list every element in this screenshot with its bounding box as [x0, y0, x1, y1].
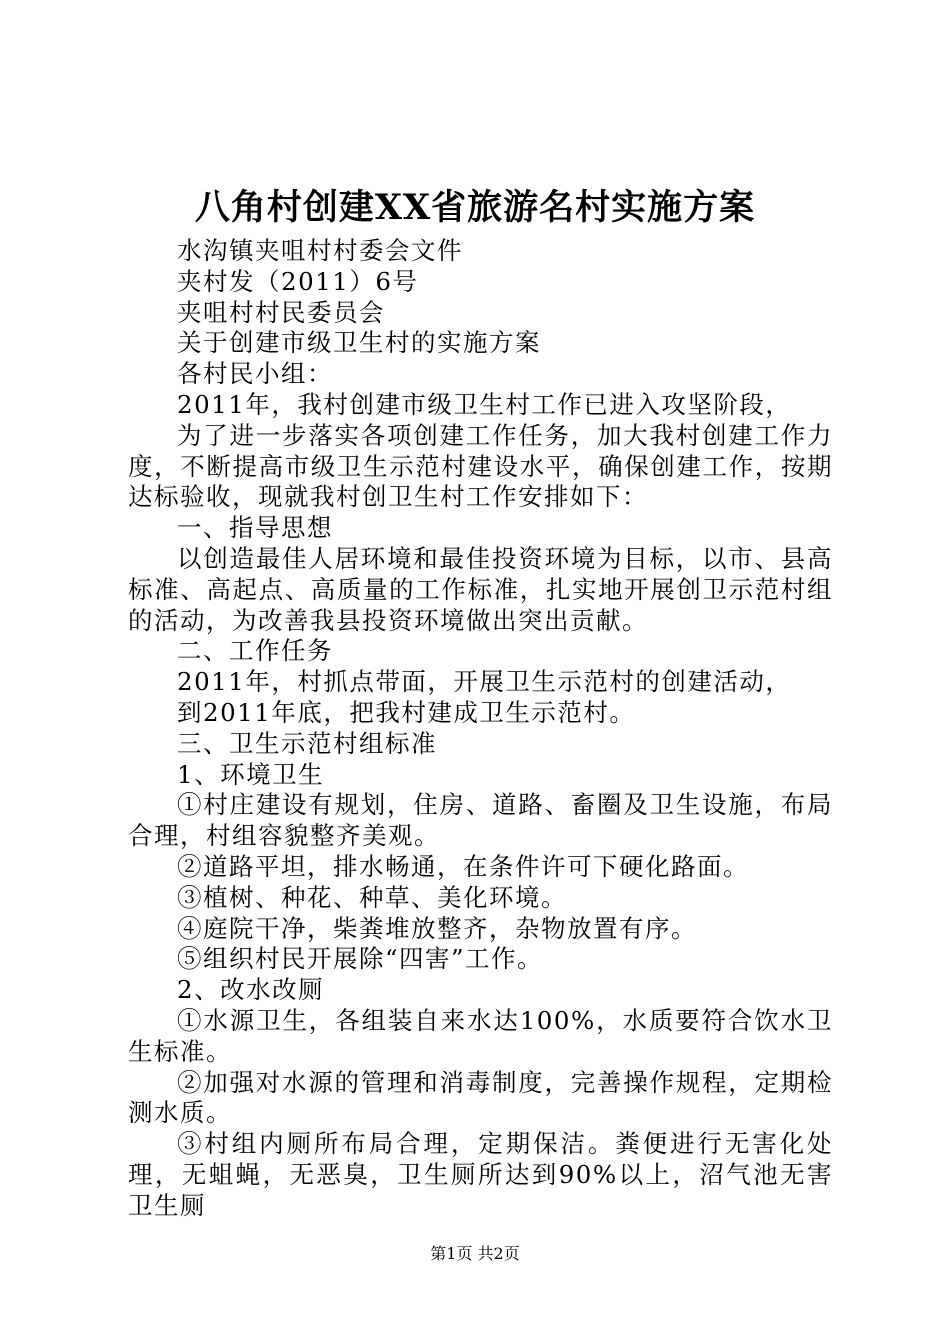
paragraph-7: 为了进一步落实各项创建工作任务，加大我村创建工作力度，不断提高市级卫生示范村建设水平，确保创建工作，按期达标验收，现就我村创卫生村工作安排如下：: [128, 420, 833, 512]
section-heading-1: 一、指导思想: [177, 513, 333, 543]
list-item: ②加强对水源的管理和消毒制度，完善操作规程，定期检测水质。: [128, 1067, 833, 1128]
list-item: ①村庄建设有规划，住房、道路、畜圈及卫生设施，布局合理，村组容貌整齐美观。: [128, 790, 833, 851]
paragraph-9: 以创造最佳人居环境和最佳投资环境为目标，以市、县高标准、高起点、高质量的工作标准，扎实地开展创卫示范村组的活动，为改善我县投资环境做出突出贡献。: [128, 543, 833, 635]
subsection-heading-2: 2、改水改厕: [177, 975, 325, 1005]
paragraph-11: 2011年，村抓点带面，开展卫生示范村的创建活动，: [177, 667, 792, 697]
paragraph-12: 到2011年底，把我村建成卫生示范村。: [177, 697, 636, 727]
document-body: [128, 236, 833, 1222]
list-item: ③村组内厕所布局合理，定期保洁。粪便进行无害化处理，无蛆蝇，无恶臭，卫生厕所达到90%以上，沼气池无害卫生厕: [128, 1129, 833, 1220]
paragraph-1: 水沟镇夹咀村村委会文件: [177, 236, 463, 265]
list-item: ②道路平坦，排水畅通，在条件许可下硬化路面。: [177, 851, 749, 881]
paragraph-6: 2011年，我村创建市级卫生村工作已进入攻坚阶段，: [177, 389, 792, 419]
list-item: ⑤组织村民开展除“四害”工作。: [177, 944, 544, 974]
section-heading-2: 二、工作任务: [177, 636, 333, 666]
list-item: ①水源卫生，各组装自来水达100%，水质要符合饮水卫生标准。: [128, 1005, 833, 1066]
paragraph-4: 关于创建市级卫生村的实施方案: [177, 328, 541, 358]
paragraph-5: 各村民小组：: [177, 359, 333, 389]
page-number-footer: 第1页 共2页: [430, 1244, 520, 1263]
list-item: ④庭院干净，柴粪堆放整齐，杂物放置有序。: [177, 913, 697, 943]
paragraph-3: 夹咀村村民委员会: [177, 297, 385, 327]
subsection-heading-1: 1、环境卫生: [177, 759, 325, 789]
list-item: ③植树、种花、种草、美化环境。: [177, 882, 567, 912]
paragraph-2: 夹村发（2011）6号: [177, 266, 419, 296]
document-title: 八角村创建XX省旅游名村实施方案: [194, 187, 756, 228]
section-heading-3: 三、卫生示范村组标准: [177, 728, 437, 758]
